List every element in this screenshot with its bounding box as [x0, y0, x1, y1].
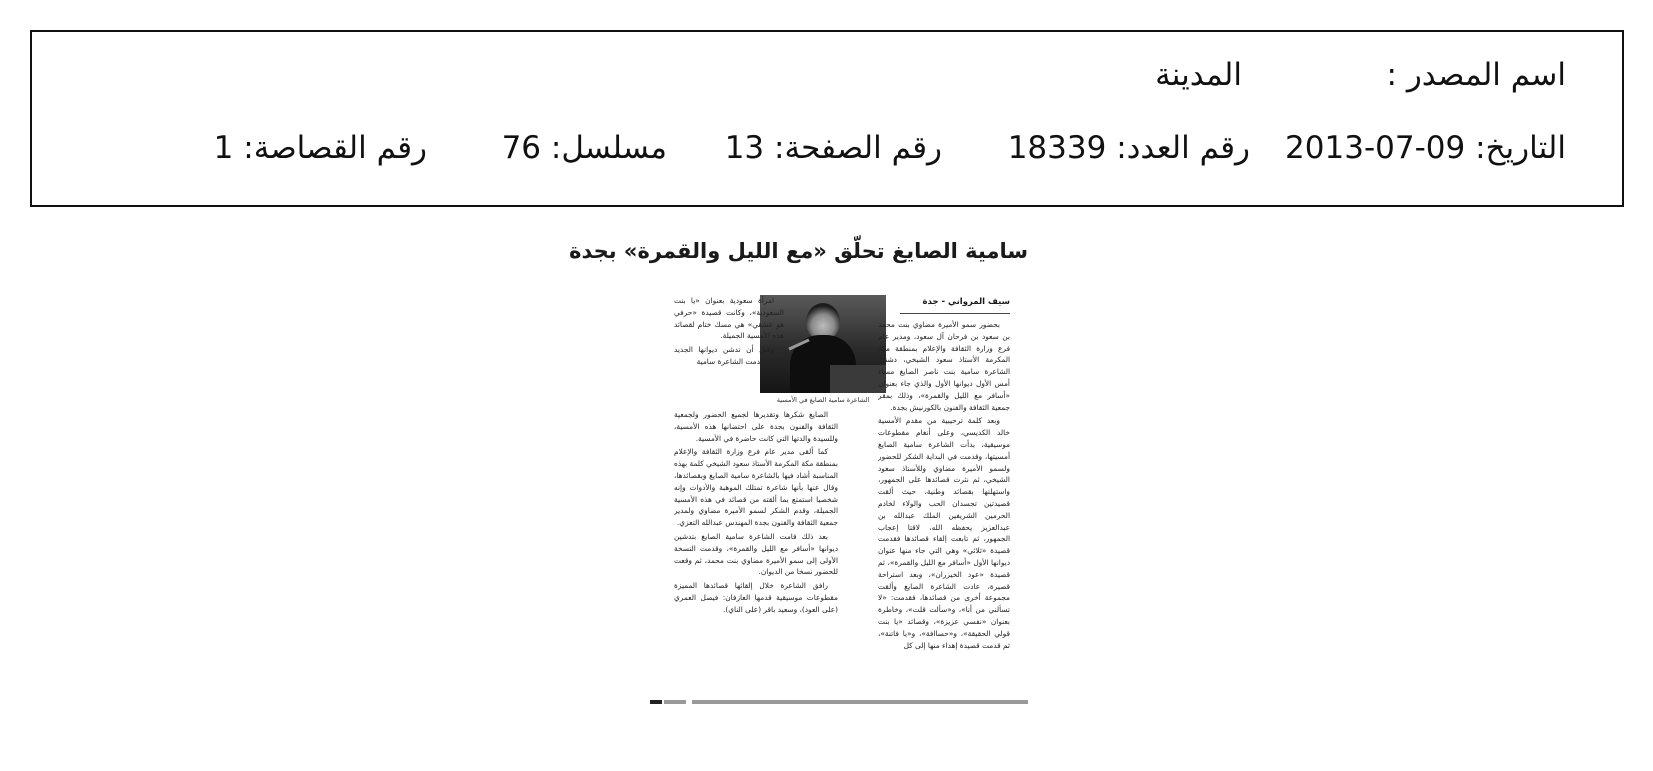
issue-field	[1007, 130, 1250, 166]
clip-value: 1	[213, 130, 234, 166]
paragraph: الصايغ شكرها وتقديرها لجميع الحضور ولجمعية الثقافة والفنون بجدة على احتضانها هذه الأمسية، وللسيدة والدتها التي كانت حاضرة في الأمسية.	[674, 410, 838, 443]
article-column-left	[674, 409, 838, 699]
serial-field	[501, 130, 667, 166]
paragraph: بعد ذلك قامت الشاعرة سامية الصايغ بتدشين ديوانها «أسافر مع الليل والقمرة»، وقدمت النسخة الأولى إلى سمو الأميرة مضاوي بنت محمد، ثم وقعت للحضور نسخا من الديوان.	[674, 531, 838, 577]
newspaper-clipping	[569, 233, 1028, 743]
footer-bar-mid	[664, 700, 686, 704]
date-field	[1285, 130, 1566, 166]
issue-value: 18339	[1007, 130, 1107, 166]
page-value: 13	[724, 130, 765, 166]
serial-label: مسلسل:	[550, 130, 667, 166]
article-column-left-top	[674, 295, 784, 415]
paragraph: امرأة سعودية بعنوان «يا بنت السعودية»، وكانت قصيدة «حرفي هو عشقي» هي مسك ختام لقصائد هذه الأمسية الجميلة.	[674, 296, 784, 341]
source-info-box	[30, 30, 1624, 207]
footer-bar-long	[692, 700, 1028, 704]
paragraph: بحضور سمو الأميرة مضاوي بنت محمد بن سعود بن فرحان آل سعود، ومدير عام فرع وزارة الثقافة والإعلام بمنطقة مكة المكرمة الأستاذ سعود الشيخي، دشنت الشاعرة سامية بنت ناصر الصايغ مساء أمس الأول ديوانها الأول والذي جاء بعنوان «أسافر مع الليل والقمرة»، وذلك بمقر جمعية الثقافة والفنون بالكورنيش بجدة.	[878, 320, 1010, 412]
clip-label: رقم القصاصة:	[243, 130, 427, 166]
paragraph: وقبل أن تدشن ديوانها الجديد الأول، قدمت الشاعرة سامية	[674, 345, 784, 366]
footer-bar-dark	[650, 700, 662, 704]
date-value: 2013-07-09	[1285, 130, 1466, 166]
article-column-right	[878, 319, 1010, 699]
photo-caption: الشاعرة سامية الصايغ في الأمسية	[776, 396, 870, 404]
article-byline: سيف المرواني - جدة	[922, 297, 1010, 307]
clip-field	[213, 130, 427, 166]
source-value: المدينة	[1155, 57, 1242, 93]
issue-label: رقم العدد:	[1116, 130, 1250, 166]
date-label: التاريخ:	[1475, 130, 1566, 166]
paragraph: وبعد كلمة ترحيبية من مقدم الأمسية خالد الكديسي، وعلى أنغام مقطوعات موسيقية، بدأت الشاعرة سامية الصايغ أمسيتها، وقدمت في البداية الشكر للحضور ولسمو الأميرة مضاوي وللأستاذ سعود الشيخي، ثم نثرت قصائدها على الجمهور، واستهلتها بقصائد وطنية، حيث ألقت قصيدتين تجسدان الحب والولاء لخادم الحرمين الشريفين الملك عبدالله بن عبدالعزيز يحفظه الله، لاقتا إعجاب الجمهور، ثم تابعت إلقاء قصائدها فقدمت قصيدة «ثلاثي» وهي التي جاء منها عنوان ديوانها الأول «أسافر مع الليل والقمرة»، ثم قصيدة «عود الخيزران»، وبعد استراحة قصيرة، عادت الشاعرة الصايغ وألقت مجموعة أخرى من قصائدها، فقدمت: «لا تسألني من أنا»، و«سألت قلت»، وخاطرة بعنوان «نفسي عزيزة»، وقصائد «يا بنت قولي الحقيقة»، و«حساافة»، و«يا فاتنة»، ثم قدمت قصيدة إهداء منها إلى كل	[878, 416, 1010, 650]
source-label: اسم المصدر :	[1386, 57, 1566, 93]
page-label: رقم الصفحة:	[774, 130, 942, 166]
article-headline: سامية الصايغ تحلّق «مع الليل والقمرة» بجدة	[569, 239, 1028, 263]
paragraph: كما ألقى مدير عام فرع وزارة الثقافة والإعلام بمنطقة مكة المكرمة الأستاذ سعود الشيخي كلمة بهذه المناسبة أشاد فيها بالشاعرة سامية الصايغ وبقصائدها، وقال عنها بأنها شاعرة تمتلك الموهبة والأدوات وإنه شخصيا استمتع بما ألقته من قصائد في هذه الأمسية الجميلة، وقدم الشكر لسمو الأميرة مضاوي ولمدير جمعية الثقافة والفنون بجدة المهندس عبدالله التعزي.	[674, 447, 838, 528]
byline-divider	[900, 313, 1010, 314]
serial-value: 76	[501, 130, 542, 166]
page-field	[724, 130, 942, 166]
paragraph: رافق الشاعرة خلال إلقائها قصائدها المميزة مقطوعات موسيقية قدمها العازفان: فيصل العمري (على العود)، وسعيد باقر (على الناي).	[674, 581, 838, 614]
